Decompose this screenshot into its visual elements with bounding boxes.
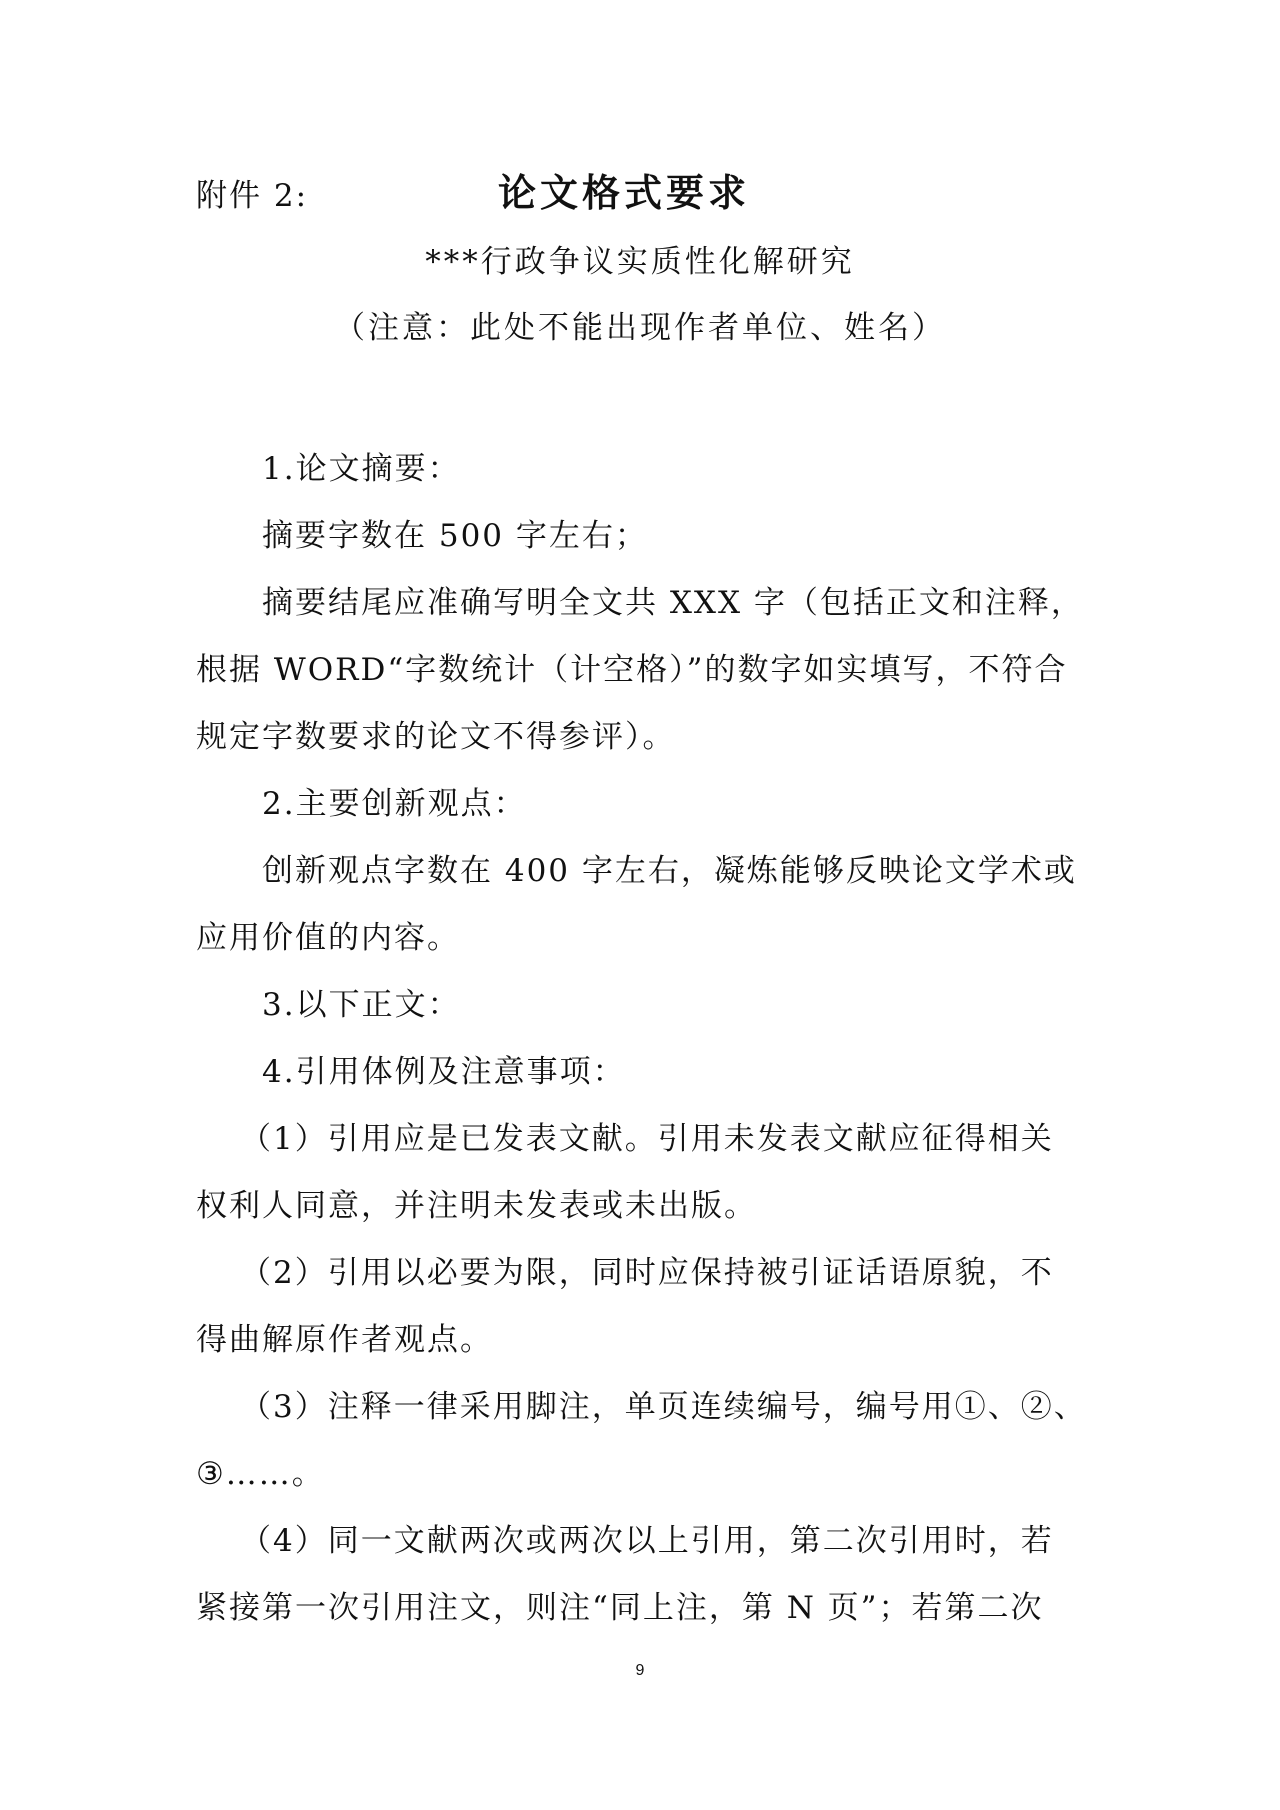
header-line [196, 162, 1096, 222]
document-title: 论文格式要求 [498, 170, 751, 215]
page-number: 9 [635, 1662, 645, 1679]
body-line: （4）同一文献两次或两次以上引用，第二次引用时，若 [240, 1523, 1054, 1559]
body-line: 权利人同意，并注明未发表或未出版。 [196, 1188, 757, 1224]
body-line: ③……。 [196, 1456, 325, 1492]
body-line: 紧接第一次引用注文，则注“同上注，第 N 页”；若第二次 [196, 1590, 1044, 1626]
body-line: （3）注释一律采用脚注，单页连续编号，编号用①、②、 [240, 1389, 1087, 1425]
body-line: （1）引用应是已发表文献。引用未发表文献应征得相关 [240, 1121, 1054, 1157]
body-line: 摘要结尾应准确写明全文共 XXX 字（包括正文和注释， [262, 585, 1084, 621]
body-line: 得曲解原作者观点。 [196, 1322, 493, 1358]
section-heading-innovation: 2.主要创新观点： [262, 786, 527, 822]
body-line: 规定字数要求的论文不得参评）。 [196, 719, 676, 755]
body-line: 创新观点字数在 400 字左右，凝炼能够反映论文学术或 [262, 853, 1077, 889]
body-line: （2）引用以必要为限，同时应保持被引证话语原貌，不 [240, 1255, 1054, 1291]
attachment-label: 附件 2: [196, 178, 309, 214]
paper-title-placeholder: ***行政争议实质性化解研究 [425, 244, 855, 280]
body-text [196, 436, 1091, 1642]
section-heading-main-text: 3.以下正文： [262, 987, 461, 1023]
section-heading-citation: 4.引用体例及注意事项： [262, 1054, 626, 1090]
body-line: 根据 WORD“字数统计（计空格）”的数字如实填写，不符合 [196, 652, 1068, 688]
section-heading-abstract: 1.论文摘要： [262, 451, 461, 487]
author-notice: （注意：此处不能出现作者单位、姓名） [334, 310, 946, 346]
body-line: 摘要字数在 500 字左右； [262, 518, 648, 554]
body-line: 应用价值的内容。 [196, 920, 460, 956]
